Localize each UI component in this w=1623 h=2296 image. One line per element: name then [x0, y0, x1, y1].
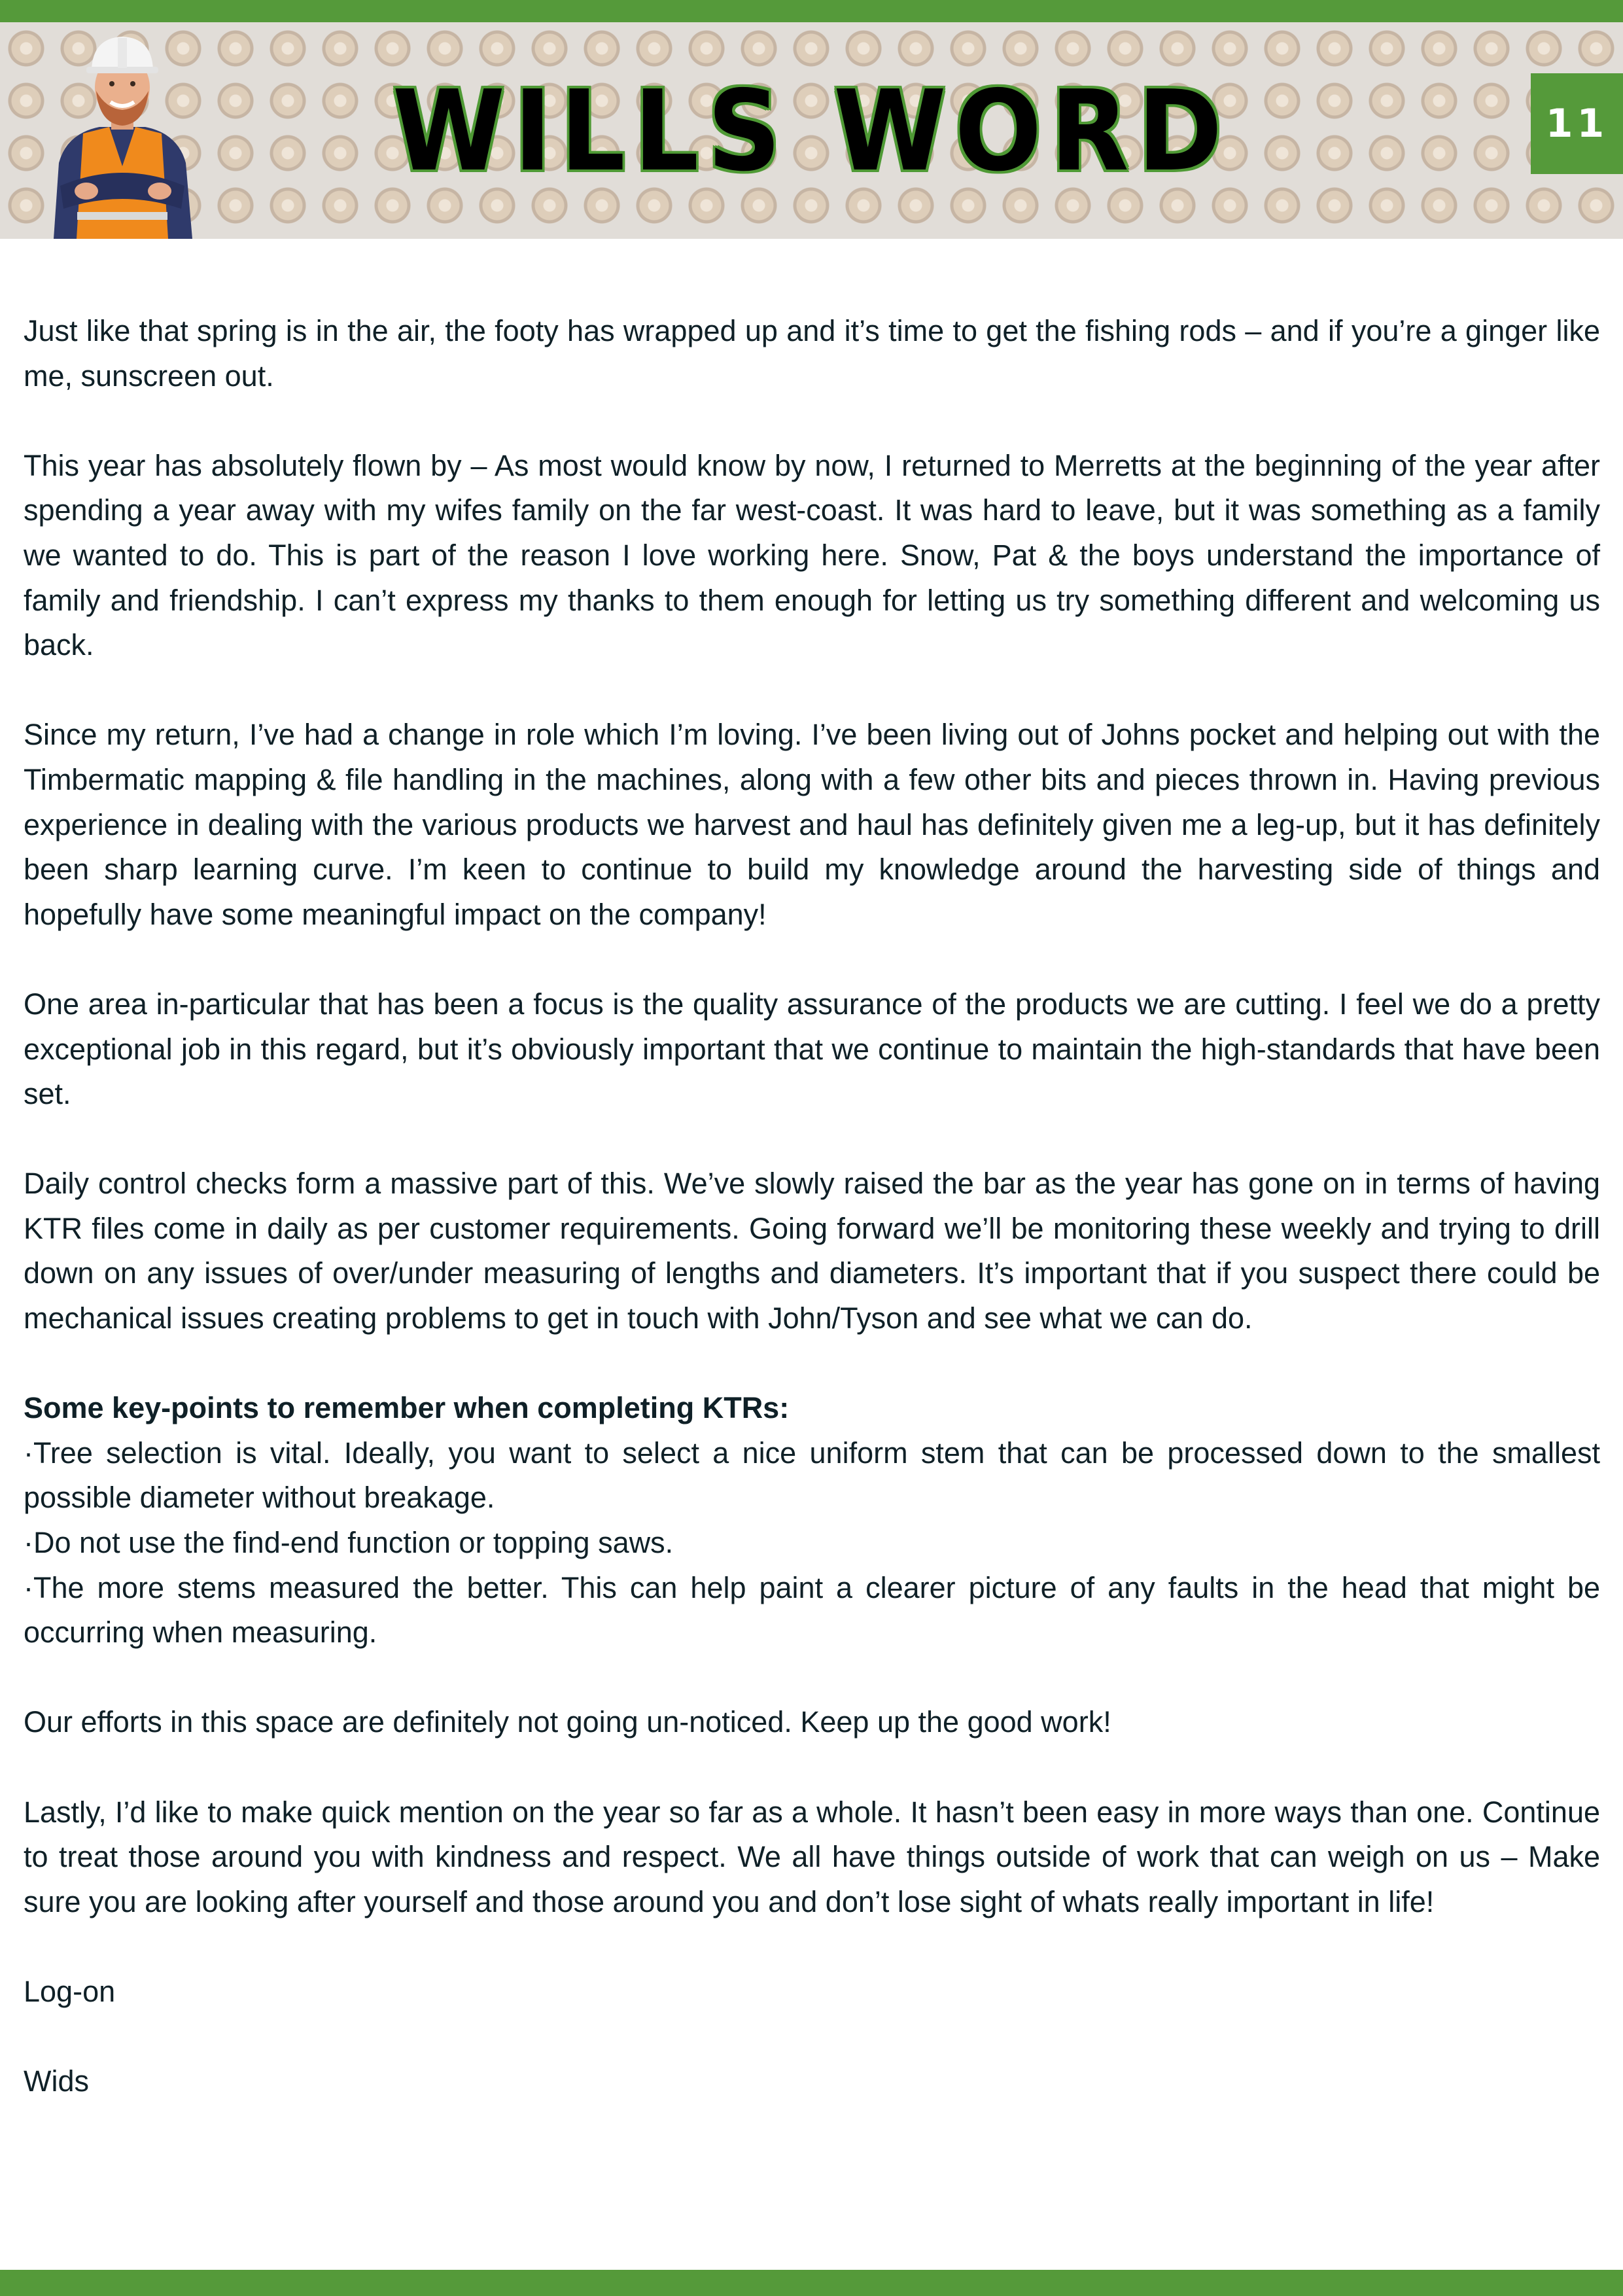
signoff: Log-on: [24, 1974, 116, 2008]
article-paragraph: Our efforts in this space are definitely not going un-noticed. Keep up the good work!: [24, 1705, 1111, 1739]
key-point-item: ·Do not use the find-end function or topping saws.: [24, 1526, 674, 1560]
article-paragraph: One area in-particular that has been a focus is the quality assurance of the products we are cutting. I feel we do a pretty exceptional job in this regard, but it’s obviously important that we continue to maintain the high-standards that have been set.: [24, 987, 1600, 1111]
page-number-badge: 11: [1531, 73, 1623, 174]
article-paragraph: Since my return, I’ve had a change in role which I’m loving. I’ve been living out of Johns pocket and helping out with the Timbermatic mapping & file handling in the machines, along with a few other bits and pieces thrown in. Having previous experience in dealing with the various products we harvest and haul has definitely given me a leg-up, but it has definitely been sharp learning curve. I’m keen to continue to build my knowledge around the harvesting side of things and hopefully have some meaningful impact on the company!: [24, 718, 1600, 931]
bottom-accent-bar: [0, 2270, 1623, 2296]
key-points-list: [24, 1386, 1600, 1655]
key-point-item: ·Tree selection is vital. Ideally, you want to select a nice uniform stem that can be processed down to the smallest possible diameter without breakage.: [24, 1436, 1600, 1515]
key-points-heading: Some key-points to remember when completing KTRs:: [24, 1391, 790, 1425]
article-paragraph: This year has absolutely flown by – As most would know by now, I returned to Merretts at the beginning of the year after spending a year away with my wifes family on the far west-coast. It was hard to leave, but it was something as a family we wanted to do. This is part of the reason I love working here. Snow, Pat & the boys understand the importance of family and friendship. I can’t express my thanks to them enough for letting us try something different and welcoming us back.: [24, 448, 1600, 662]
header-banner: [0, 22, 1623, 239]
signature: Wids: [24, 2064, 89, 2098]
banner-title: WILLS WORD: [392, 67, 1231, 196]
key-point-item: ·The more stems measured the better. This can help paint a clearer picture of any faults in the head that might be occurring when measuring.: [24, 1570, 1600, 1650]
article-paragraph: Daily control checks form a massive part of this. We’ve slowly raised the bar as the year has gone on in terms of having KTR files come in daily as per customer requirements. Going forward we’ll be monitoring these weekly and trying to drill down on any issues of over/under measuring of lengths and diameters. It’s important that if you suspect there could be mechanical issues creating problems to get in touch with John/Tyson and see what we can do.: [24, 1167, 1600, 1335]
article-paragraph: Just like that spring is in the air, the footy has wrapped up and it’s time to get the fishing rods – and if you’re a ginger like me, sunscreen out.: [24, 314, 1600, 393]
article-body: [24, 309, 1600, 2149]
article-paragraph: Lastly, I’d like to make quick mention on the year so far as a whole. It hasn’t been easy in more ways than one. Continue to treat those around you with kindness and respect. We all have things outside of work that can weigh on us – Make sure you are looking after yourself and those around you and don’t lose sight of whats really important in life!: [24, 1795, 1600, 1918]
top-accent-bar: [0, 0, 1623, 22]
